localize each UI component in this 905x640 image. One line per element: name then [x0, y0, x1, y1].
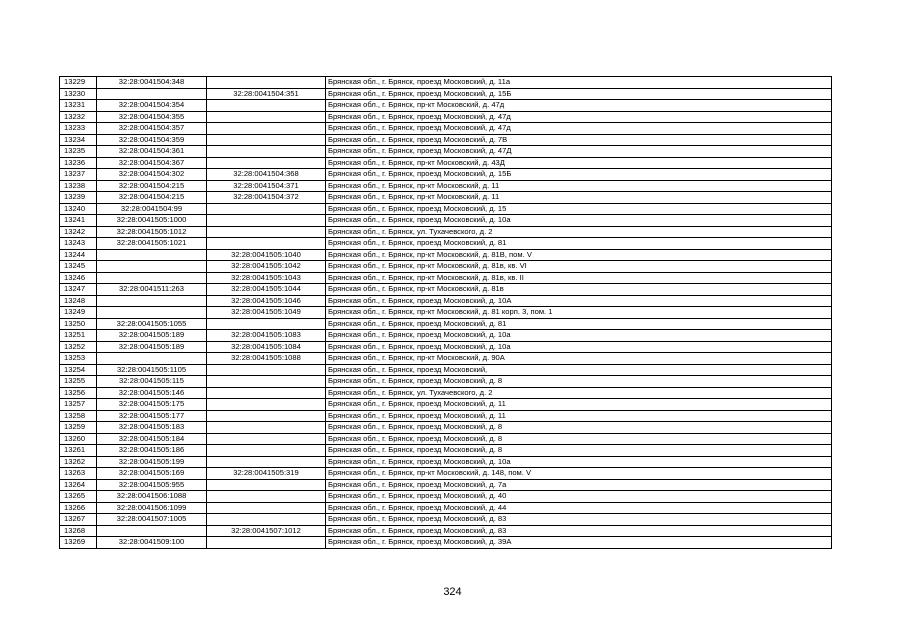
row-number-cell: 13269 — [60, 537, 97, 549]
table-row — [60, 272, 832, 284]
table-row — [60, 180, 832, 192]
address-cell: Брянская обл., г. Брянск, проезд Московский, д. 83 — [326, 525, 832, 537]
cadastral-number-cell: 32:28:0041505:189 — [97, 341, 207, 353]
object-cadastral-number-cell: 32:28:0041504:368 — [207, 169, 326, 181]
row-number-cell: 13235 — [60, 146, 97, 158]
object-cadastral-number-cell — [207, 514, 326, 526]
cadastral-number-cell: 32:28:0041504:215 — [97, 192, 207, 204]
cadastral-number-cell: 32:28:0041504:367 — [97, 157, 207, 169]
row-number-cell: 13234 — [60, 134, 97, 146]
row-number-cell: 13251 — [60, 330, 97, 342]
address-cell: Брянская обл., г. Брянск, пр-кт Московский, д. 11 — [326, 192, 832, 204]
object-cadastral-number-cell: 32:28:0041505:1088 — [207, 353, 326, 365]
table-row — [60, 341, 832, 353]
row-number-cell: 13239 — [60, 192, 97, 204]
table-row — [60, 284, 832, 296]
address-cell: Брянская обл., г. Брянск, пр-кт Московский, д. 148, пом. V — [326, 468, 832, 480]
table-row — [60, 364, 832, 376]
table-row — [60, 238, 832, 250]
table-row — [60, 146, 832, 158]
address-cell: Брянская обл., г. Брянск, пр-кт Московский, д. 90А — [326, 353, 832, 365]
cadastral-number-cell: 32:28:0041505:115 — [97, 376, 207, 388]
object-cadastral-number-cell — [207, 399, 326, 411]
object-cadastral-number-cell — [207, 502, 326, 514]
row-number-cell: 13249 — [60, 307, 97, 319]
cadastral-number-cell — [97, 353, 207, 365]
table-row — [60, 318, 832, 330]
registry-table-body — [60, 77, 832, 549]
table-row — [60, 330, 832, 342]
row-number-cell: 13260 — [60, 433, 97, 445]
object-cadastral-number-cell — [207, 491, 326, 503]
row-number-cell: 13230 — [60, 88, 97, 100]
cadastral-number-cell: 32:28:0041505:175 — [97, 399, 207, 411]
address-cell: Брянская обл., г. Брянск, проезд Московский, д. 10а — [326, 330, 832, 342]
cadastral-number-cell: 32:28:0041505:1021 — [97, 238, 207, 250]
address-cell: Брянская обл., г. Брянск, пр-кт Московский, д. 81в, кв. VI — [326, 261, 832, 273]
table-row — [60, 203, 832, 215]
table-row — [60, 456, 832, 468]
table-row — [60, 479, 832, 491]
table-row — [60, 502, 832, 514]
object-cadastral-number-cell: 32:28:0041505:1049 — [207, 307, 326, 319]
table-row — [60, 226, 832, 238]
cadastral-number-cell — [97, 88, 207, 100]
address-cell: Брянская обл., г. Брянск, проезд Московский, д. 47д — [326, 111, 832, 123]
row-number-cell: 13232 — [60, 111, 97, 123]
address-cell: Брянская обл., г. Брянск, проезд Московский, д. 10а — [326, 215, 832, 227]
row-number-cell: 13252 — [60, 341, 97, 353]
address-cell: Брянская обл., г. Брянск, пр-кт Московский, д. 47д — [326, 100, 832, 112]
table-row — [60, 422, 832, 434]
cadastral-number-cell: 32:28:0041505:1105 — [97, 364, 207, 376]
address-cell: Брянская обл., г. Брянск, проезд Московский, д. 39А — [326, 537, 832, 549]
object-cadastral-number-cell: 32:28:0041505:319 — [207, 468, 326, 480]
address-cell: Брянская обл., г. Брянск, проезд Московский, д. 47Д — [326, 146, 832, 158]
object-cadastral-number-cell — [207, 537, 326, 549]
cadastral-number-cell: 32:28:0041507:1005 — [97, 514, 207, 526]
object-cadastral-number-cell: 32:28:0041505:1042 — [207, 261, 326, 273]
cadastral-number-cell: 32:28:0041504:302 — [97, 169, 207, 181]
object-cadastral-number-cell — [207, 123, 326, 135]
address-cell: Брянская обл., г. Брянск, проезд Московский, д. 10а — [326, 456, 832, 468]
object-cadastral-number-cell — [207, 111, 326, 123]
table-row — [60, 111, 832, 123]
object-cadastral-number-cell: 32:28:0041505:1084 — [207, 341, 326, 353]
address-cell: Брянская обл., г. Брянск, проезд Московский, д. 83 — [326, 514, 832, 526]
row-number-cell: 13267 — [60, 514, 97, 526]
row-number-cell: 13243 — [60, 238, 97, 250]
cadastral-number-cell: 32:28:0041504:357 — [97, 123, 207, 135]
row-number-cell: 13258 — [60, 410, 97, 422]
table-row — [60, 157, 832, 169]
cadastral-number-cell: 32:28:0041505:183 — [97, 422, 207, 434]
cadastral-number-cell: 32:28:0041505:1012 — [97, 226, 207, 238]
address-cell: Брянская обл., г. Брянск, проезд Московский, д. 11а — [326, 77, 832, 89]
cadastral-number-cell — [97, 261, 207, 273]
table-row — [60, 445, 832, 457]
table-row — [60, 491, 832, 503]
object-cadastral-number-cell — [207, 157, 326, 169]
object-cadastral-number-cell — [207, 134, 326, 146]
table-row — [60, 134, 832, 146]
object-cadastral-number-cell: 32:28:0041505:1044 — [207, 284, 326, 296]
row-number-cell: 13244 — [60, 249, 97, 261]
row-number-cell: 13236 — [60, 157, 97, 169]
row-number-cell: 13255 — [60, 376, 97, 388]
address-cell: Брянская обл., г. Брянск, проезд Московский, д. 8 — [326, 445, 832, 457]
row-number-cell: 13257 — [60, 399, 97, 411]
object-cadastral-number-cell — [207, 422, 326, 434]
address-cell: Брянская обл., г. Брянск, проезд Московский, д. 11 — [326, 399, 832, 411]
cadastral-number-cell: 32:28:0041505:955 — [97, 479, 207, 491]
table-row — [60, 295, 832, 307]
address-cell: Брянская обл., г. Брянск, проезд Московский, д. 15Б — [326, 88, 832, 100]
object-cadastral-number-cell — [207, 77, 326, 89]
address-cell: Брянская обл., г. Брянск, проезд Московский, д. 15 — [326, 203, 832, 215]
object-cadastral-number-cell — [207, 203, 326, 215]
row-number-cell: 13247 — [60, 284, 97, 296]
address-cell: Брянская обл., г. Брянск, проезд Московский, д. 8 — [326, 433, 832, 445]
address-cell: Брянская обл., г. Брянск, ул. Тухачевского, д. 2 — [326, 226, 832, 238]
object-cadastral-number-cell — [207, 100, 326, 112]
row-number-cell: 13263 — [60, 468, 97, 480]
row-number-cell: 13264 — [60, 479, 97, 491]
object-cadastral-number-cell — [207, 215, 326, 227]
address-cell: Брянская обл., г. Брянск, пр-кт Московский, д. 43Д — [326, 157, 832, 169]
address-cell: Брянская обл., г. Брянск, проезд Московский, д. 10А — [326, 295, 832, 307]
cadastral-number-cell: 32:28:0041505:189 — [97, 330, 207, 342]
row-number-cell: 13253 — [60, 353, 97, 365]
address-cell: Брянская обл., г. Брянск, проезд Московский, д. 40 — [326, 491, 832, 503]
table-row — [60, 192, 832, 204]
row-number-cell: 13259 — [60, 422, 97, 434]
row-number-cell: 13250 — [60, 318, 97, 330]
object-cadastral-number-cell: 32:28:0041504:371 — [207, 180, 326, 192]
address-cell: Брянская обл., г. Брянск, проезд Московский, — [326, 364, 832, 376]
object-cadastral-number-cell: 32:28:0041504:372 — [207, 192, 326, 204]
cadastral-number-cell: 32:28:0041505:1055 — [97, 318, 207, 330]
object-cadastral-number-cell: 32:28:0041507:1012 — [207, 525, 326, 537]
address-cell: Брянская обл., г. Брянск, ул. Тухачевского, д. 2 — [326, 387, 832, 399]
object-cadastral-number-cell — [207, 238, 326, 250]
cadastral-number-cell: 32:28:0041504:355 — [97, 111, 207, 123]
cadastral-number-cell — [97, 295, 207, 307]
row-number-cell: 13242 — [60, 226, 97, 238]
cadastral-number-cell: 32:28:0041505:199 — [97, 456, 207, 468]
row-number-cell: 13229 — [60, 77, 97, 89]
address-cell: Брянская обл., г. Брянск, проезд Московский, д. 8 — [326, 376, 832, 388]
table-row — [60, 399, 832, 411]
cadastral-number-cell: 32:28:0041505:1000 — [97, 215, 207, 227]
address-cell: Брянская обл., г. Брянск, проезд Московский, д. 11 — [326, 410, 832, 422]
object-cadastral-number-cell — [207, 479, 326, 491]
table-row — [60, 88, 832, 100]
row-number-cell: 13233 — [60, 123, 97, 135]
address-cell: Брянская обл., г. Брянск, пр-кт Московский, д. 81в, кв. II — [326, 272, 832, 284]
cadastral-number-cell: 32:28:0041506:1099 — [97, 502, 207, 514]
address-cell: Брянская обл., г. Брянск, проезд Московский, д. 10а — [326, 341, 832, 353]
cadastral-number-cell: 32:28:0041504:359 — [97, 134, 207, 146]
table-row — [60, 353, 832, 365]
object-cadastral-number-cell — [207, 146, 326, 158]
object-cadastral-number-cell: 32:28:0041504:351 — [207, 88, 326, 100]
object-cadastral-number-cell — [207, 433, 326, 445]
object-cadastral-number-cell: 32:28:0041505:1040 — [207, 249, 326, 261]
row-number-cell: 13245 — [60, 261, 97, 273]
table-row — [60, 249, 832, 261]
cadastral-number-cell — [97, 307, 207, 319]
cadastral-number-cell — [97, 525, 207, 537]
cadastral-number-cell: 32:28:0041505:177 — [97, 410, 207, 422]
table-row — [60, 410, 832, 422]
table-row — [60, 261, 832, 273]
table-row — [60, 215, 832, 227]
object-cadastral-number-cell — [207, 364, 326, 376]
page-number: 324 — [443, 586, 462, 598]
object-cadastral-number-cell: 32:28:0041505:1043 — [207, 272, 326, 284]
address-cell: Брянская обл., г. Брянск, проезд Московский, д. 44 — [326, 502, 832, 514]
table-row — [60, 468, 832, 480]
row-number-cell: 13256 — [60, 387, 97, 399]
row-number-cell: 13248 — [60, 295, 97, 307]
cadastral-number-cell: 32:28:0041504:215 — [97, 180, 207, 192]
row-number-cell: 13241 — [60, 215, 97, 227]
cadastral-number-cell: 32:28:0041506:1088 — [97, 491, 207, 503]
row-number-cell: 13266 — [60, 502, 97, 514]
address-cell: Брянская обл., г. Брянск, проезд Московский, д. 8 — [326, 422, 832, 434]
address-cell: Брянская обл., г. Брянск, проезд Московский, д. 81 — [326, 318, 832, 330]
cadastral-number-cell — [97, 249, 207, 261]
object-cadastral-number-cell — [207, 456, 326, 468]
table-row — [60, 525, 832, 537]
object-cadastral-number-cell: 32:28:0041505:1083 — [207, 330, 326, 342]
row-number-cell: 13262 — [60, 456, 97, 468]
table-row — [60, 123, 832, 135]
address-cell: Брянская обл., г. Брянск, проезд Московский, д. 47д — [326, 123, 832, 135]
cadastral-number-cell — [97, 272, 207, 284]
address-cell: Брянская обл., г. Брянск, пр-кт Московский, д. 11 — [326, 180, 832, 192]
object-cadastral-number-cell — [207, 410, 326, 422]
row-number-cell: 13265 — [60, 491, 97, 503]
table-row — [60, 100, 832, 112]
address-cell: Брянская обл., г. Брянск, проезд Московский, д. 81 — [326, 238, 832, 250]
address-cell: Брянская обл., г. Брянск, проезд Московский, д. 7а — [326, 479, 832, 491]
cadastral-number-cell: 32:28:0041511:263 — [97, 284, 207, 296]
object-cadastral-number-cell — [207, 445, 326, 457]
cadastral-number-cell: 32:28:0041505:169 — [97, 468, 207, 480]
cadastral-number-cell: 32:28:0041509:100 — [97, 537, 207, 549]
object-cadastral-number-cell — [207, 226, 326, 238]
object-cadastral-number-cell — [207, 387, 326, 399]
row-number-cell: 13254 — [60, 364, 97, 376]
table-row — [60, 387, 832, 399]
row-number-cell: 13231 — [60, 100, 97, 112]
address-cell: Брянская обл., г. Брянск, проезд Московский, д. 7В — [326, 134, 832, 146]
table-row — [60, 376, 832, 388]
cadastral-number-cell: 32:28:0041504:348 — [97, 77, 207, 89]
cadastral-number-cell: 32:28:0041505:184 — [97, 433, 207, 445]
cadastral-number-cell: 32:28:0041505:186 — [97, 445, 207, 457]
address-cell: Брянская обл., г. Брянск, пр-кт Московский, д. 81 корп. 3, пом. 1 — [326, 307, 832, 319]
object-cadastral-number-cell — [207, 376, 326, 388]
registry-table — [59, 76, 832, 549]
cadastral-number-cell: 32:28:0041504:361 — [97, 146, 207, 158]
cadastral-number-cell: 32:28:0041504:354 — [97, 100, 207, 112]
row-number-cell: 13261 — [60, 445, 97, 457]
table-row — [60, 514, 832, 526]
object-cadastral-number-cell: 32:28:0041505:1046 — [207, 295, 326, 307]
address-cell: Брянская обл., г. Брянск, пр-кт Московский, д. 81в — [326, 284, 832, 296]
table-row — [60, 433, 832, 445]
address-cell: Брянская обл., г. Брянск, пр-кт Московский, д. 81В, пом. V — [326, 249, 832, 261]
object-cadastral-number-cell — [207, 318, 326, 330]
table-row — [60, 307, 832, 319]
row-number-cell: 13240 — [60, 203, 97, 215]
address-cell: Брянская обл., г. Брянск, проезд Московский, д. 15Б — [326, 169, 832, 181]
cadastral-number-cell: 32:28:0041504:99 — [97, 203, 207, 215]
row-number-cell: 13238 — [60, 180, 97, 192]
table-row — [60, 537, 832, 549]
cadastral-number-cell: 32:28:0041505:146 — [97, 387, 207, 399]
row-number-cell: 13246 — [60, 272, 97, 284]
table-row — [60, 77, 832, 89]
row-number-cell: 13268 — [60, 525, 97, 537]
row-number-cell: 13237 — [60, 169, 97, 181]
table-row — [60, 169, 832, 181]
